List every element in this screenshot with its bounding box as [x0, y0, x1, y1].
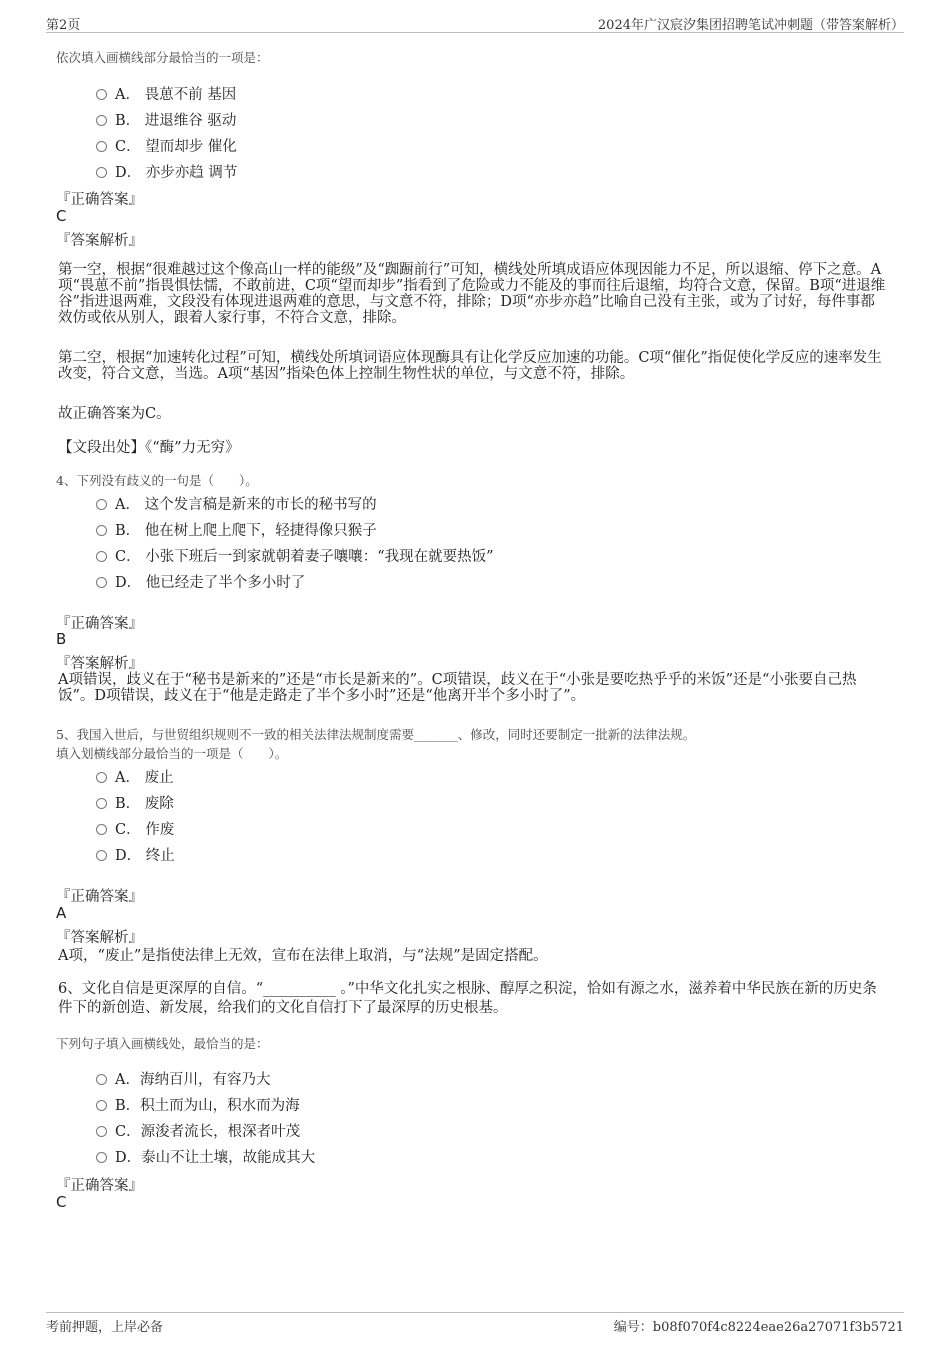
q3-stem: 依次填入画横线部分最恰当的一项是： [56, 50, 269, 65]
q4-option-d[interactable]: D． 他已经走了半个多小时了 [96, 571, 305, 591]
radio-icon[interactable] [96, 1074, 107, 1085]
radio-icon[interactable] [96, 89, 107, 100]
q5-stem: 5、我国入世后，与世贸组织规则不一致的相关法律法规制度需要_______、修改，同时还要制定一批新的法律法规。 [56, 727, 696, 742]
footer-slogan: 考前押题，上岸必备 [46, 1320, 164, 1335]
radio-icon[interactable] [96, 850, 107, 861]
q4-stem: 4、下列没有歧义的一句是（ ）。 [56, 473, 258, 488]
radio-icon[interactable] [96, 824, 107, 835]
q5-answer: A [56, 904, 67, 922]
q6-option-c[interactable]: C．源浚者流长，根深者叶茂 [96, 1120, 300, 1140]
q3-analysis-paragraph-1: 第一空，根据“很难越过这个像高山一样的能级”及“踟蹰前行”可知，横线处所填成语应体现因能力不足，所以退缩、停下之意。A项“畏葸不前”指畏惧怯懦，不敢前进，C项“望而却步”指看到了危险或力不能及的事而往后退缩，均符合文意，保留。B项“进退维谷”指进退两难，文段没有体现进退两难的意思，与文意不符，排除；D项“亦步亦趋”比喻自己没有主张，或为了讨好，每件事都效仿或依从别人，跟着人家行事，不符合文意，排除。 [58, 262, 886, 326]
q3-analysis-label: 『答案解析』 [56, 233, 143, 249]
q3-analysis-paragraph-2: 第二空，根据“加速转化过程”可知，横线处所填词语应体现酶具有让化学反应加速的功能。C项“催化”指促使化学反应的速率发生改变，符合文意，当选。A项“基因”指染色体上控制生物性状的单位，与文意不符，排除。 [58, 350, 882, 382]
q4-option-a[interactable]: A． 这个发言稿是新来的市长的秘书写的 [96, 493, 377, 513]
q6-answer: C [56, 1193, 67, 1211]
radio-icon[interactable] [96, 551, 107, 562]
radio-icon[interactable] [96, 1100, 107, 1111]
q3-option-d[interactable]: D． 亦步亦趋 调节 [96, 161, 237, 181]
radio-icon[interactable] [96, 115, 107, 126]
q5-option-b[interactable]: B． 废除 [96, 792, 174, 812]
radio-icon[interactable] [96, 499, 107, 510]
q6-stem: 6、文化自信是更深厚的自信。“__________ 。”中华文化扎实之根脉、醇厚之积淀，恰如有源之水，滋养着中华民族在新的历史条件下的新创造、新发展，给我们的文化自信打下了最深厚的历史根基。 [58, 981, 877, 1016]
q5-option-d[interactable]: D． 终止 [96, 844, 175, 864]
page-footer [46, 1312, 904, 1337]
q5-option-c[interactable]: C． 作废 [96, 818, 174, 838]
q6-option-a[interactable]: A．海纳百川，有容乃大 [96, 1068, 270, 1088]
document-title: 2024年广汉宸汐集团招聘笔试冲刺题（带答案解析） [597, 18, 904, 33]
q4-answer: B [56, 630, 67, 648]
q3-analysis-conclusion: 故正确答案为C。 [58, 406, 171, 422]
page-header [46, 12, 904, 33]
q4-analysis: A项错误，歧义在于“秘书是新来的”还是“市长是新来的”。C项错误，歧义在于“小张是要吃热乎乎的米饭”还是“小张要自己热饭”。D项错误，歧义在于“他是走路走了半个多小时”还是“他离开半个多小时了”。 [58, 672, 857, 704]
radio-icon[interactable] [96, 1126, 107, 1137]
q4-option-b[interactable]: B． 他在树上爬上爬下，轻捷得像只猴子 [96, 519, 377, 539]
q4-analysis-label: 『答案解析』 [56, 656, 143, 672]
radio-icon[interactable] [96, 1152, 107, 1163]
page-number: 第2页 [46, 18, 81, 33]
q3-answer-label: 『正确答案』 [56, 192, 143, 208]
q3-option-a[interactable]: A． 畏葸不前 基因 [96, 83, 236, 103]
q5-stem-instruction: 填入划横线部分最恰当的一项是（ ）。 [56, 746, 288, 761]
q4-answer-label: 『正确答案』 [56, 616, 143, 632]
q5-analysis-label: 『答案解析』 [56, 930, 143, 946]
q3-source: 【文段出处】《“酶”力无穷》 [58, 440, 240, 456]
radio-icon[interactable] [96, 577, 107, 588]
q6-answer-label: 『正确答案』 [56, 1178, 143, 1194]
q6-stem-instruction: 下列句子填入画横线处，最恰当的是： [56, 1036, 269, 1051]
radio-icon[interactable] [96, 772, 107, 783]
q6-option-d[interactable]: D．泰山不让土壤，故能成其大 [96, 1146, 315, 1166]
q5-answer-label: 『正确答案』 [56, 889, 143, 905]
q4-option-c[interactable]: C． 小张下班后一到家就朝着妻子嚷嚷：“我现在就要热饭” [96, 545, 494, 565]
q5-option-a[interactable]: A． 废止 [96, 766, 174, 786]
radio-icon[interactable] [96, 525, 107, 536]
q3-answer: C [56, 207, 67, 225]
q3-option-c[interactable]: C． 望而却步 催化 [96, 135, 237, 155]
radio-icon[interactable] [96, 167, 107, 178]
radio-icon[interactable] [96, 141, 107, 152]
q6-option-b[interactable]: B．积土而为山，积水而为海 [96, 1094, 300, 1114]
document-serial: 编号：b08f070f4c8224eae26a27071f3b5721 [613, 1320, 904, 1335]
q5-analysis: A项，“废止”是指使法律上无效，宣布在法律上取消，与“法规”是固定搭配。 [58, 948, 548, 964]
radio-icon[interactable] [96, 798, 107, 809]
q3-option-b[interactable]: B． 进退维谷 驱动 [96, 109, 236, 129]
